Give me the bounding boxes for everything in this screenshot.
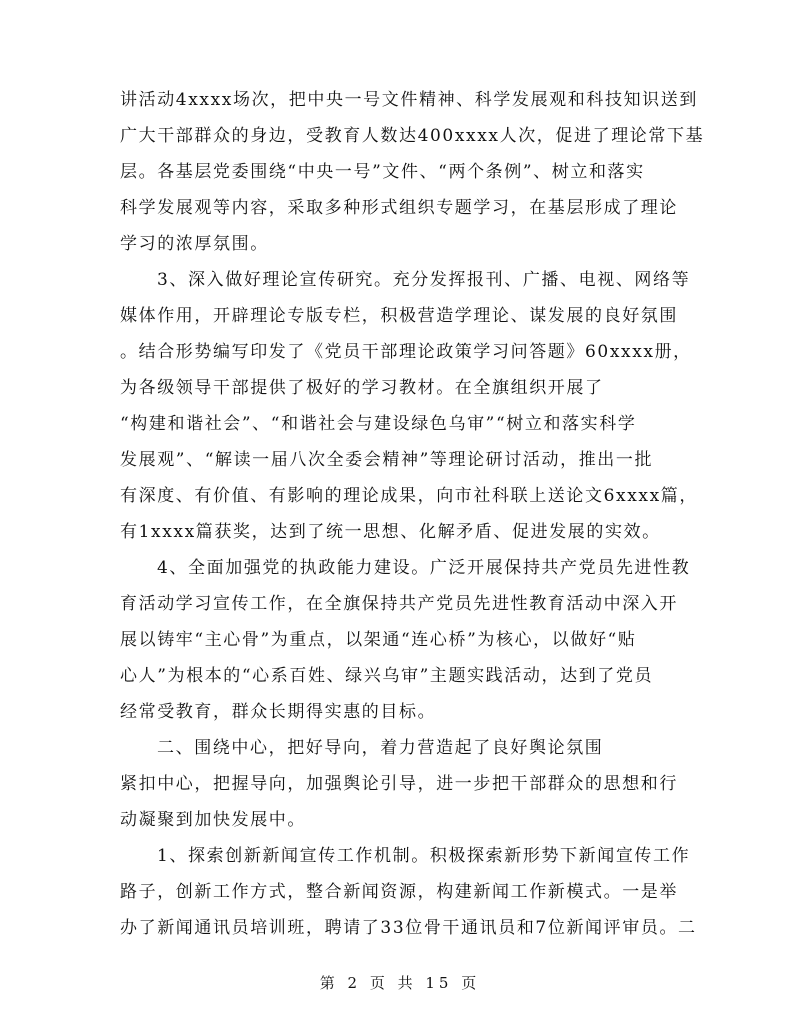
text-line: 路子，创新工作方式，整合新闻资源，构建新闻工作新模式。一是举	[120, 882, 678, 902]
text-line: 心人”为根本的“心系百姓、绿兴乌审”主题实践活动，达到了党员	[120, 666, 654, 686]
text-line: 有1xxxx篇获奖，达到了统一思想、化解矛盾、促进发展的实效。	[120, 522, 661, 542]
text-line: 发展观”、“解读一届八次全委会精神”等理论研讨活动，推出一批	[120, 450, 654, 470]
text-line: “构建和谐社会”、“和谐社会与建设绿色乌审”“树立和落实科学	[120, 414, 637, 434]
text-line: 。结合形势编写印发了《党员干部理论政策学习问答题》60xxxx册，	[120, 342, 692, 362]
text-line: 广大干部群众的身边，受教育人数达400xxxx人次，促进了理论常下基	[120, 126, 705, 146]
text-line: 展以铸牢“主心骨”为重点，以架通“连心桥”为核心，以做好“贴	[120, 630, 637, 650]
text-line: 有深度、有价值、有影响的理论成果，向市社科联上送论文6xxxx篇，	[120, 486, 698, 506]
text-line: 讲活动4xxxx场次，把中央一号文件精神、科学发展观和科技知识送到	[120, 90, 698, 110]
page-number-footer: 第 2 页 共 15 页	[319, 974, 481, 992]
text-line: 紧扣中心，把握导向，加强舆论引导，进一步把干部群众的思想和行	[120, 774, 678, 794]
text-line: 育活动学习宣传工作，在全旗保持共产党员先进性教育活动中深入开	[120, 594, 678, 614]
text-line: 层。各基层党委围绕“中央一号”文件、“两个条例”、树立和落实	[120, 162, 645, 182]
section-heading: 二、围绕中心，把好导向，着力营造起了良好舆论氛围	[157, 738, 604, 758]
text-line: 经常受教育，群众长期得实惠的目标。	[120, 702, 437, 722]
text-line: 动凝聚到加快发展中。	[120, 810, 306, 830]
paragraph-start-line: 1、探索创新新闻宣传工作机制。积极探索新形势下新闻宣传工作	[157, 846, 691, 866]
text-line: 为各级领导干部提供了极好的学习教材。在全旗组织开展了	[120, 378, 604, 398]
text-line: 学习的浓厚氛围。	[120, 234, 269, 254]
text-line: 媒体作用，开辟理论专版专栏，积极营造学理论、谋发展的良好氛围	[120, 306, 678, 326]
text-line: 科学发展观等内容，采取多种形式组织专题学习，在基层形成了理论	[120, 198, 678, 218]
paragraph-start-line: 3、深入做好理论宣传研究。充分发挥报刊、广播、电视、网络等	[157, 270, 691, 290]
text-line: 办了新闻通讯员培训班，聘请了33位骨干通讯员和7位新闻评审员。二	[120, 918, 697, 938]
paragraph-start-line: 4、全面加强党的执政能力建设。广泛开展保持共产党员先进性教	[157, 558, 691, 578]
